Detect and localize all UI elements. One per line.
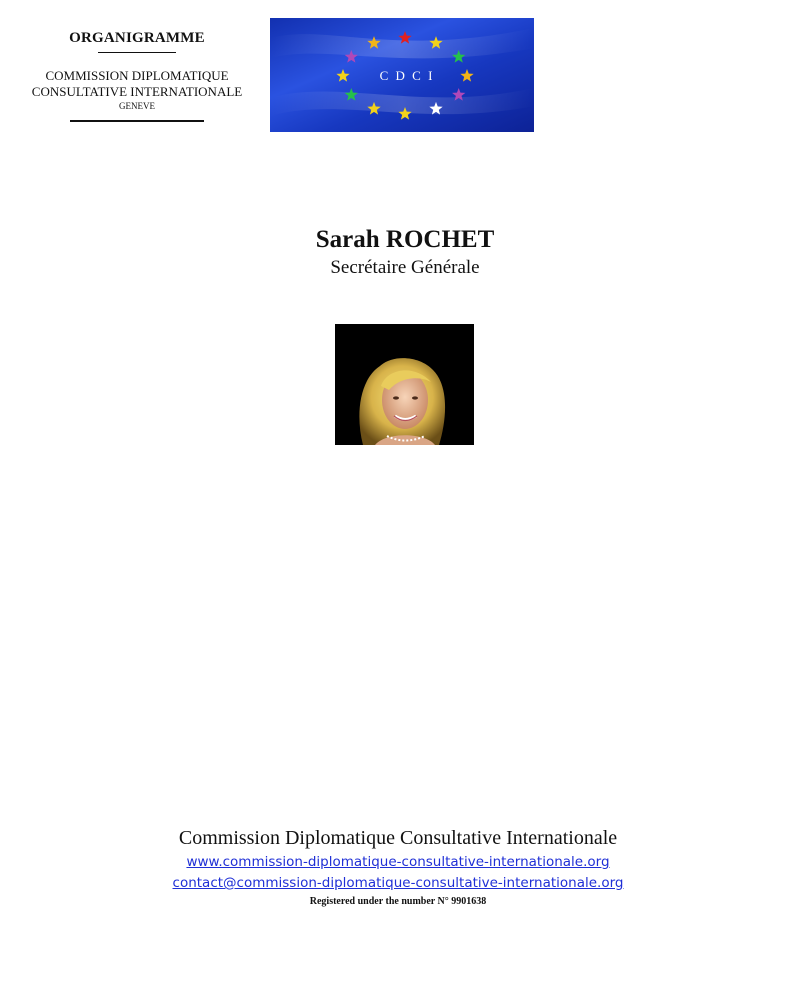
footer-organization: Commission Diplomatique Consultative Internationale <box>178 827 618 849</box>
email-link[interactable]: contact@commission-diplomatique-consultative-internationale.org <box>172 875 624 891</box>
footer <box>0 824 796 909</box>
org-name-line2: CONSULTATIVE INTERNATIONALE <box>31 84 243 99</box>
flag-graphic <box>270 18 534 132</box>
portrait-photo <box>335 324 474 445</box>
org-name-line1: COMMISSION DIPLOMATIQUE <box>45 68 229 83</box>
portrait-image <box>335 324 474 445</box>
cdci-flag-logo <box>270 18 534 132</box>
divider <box>70 120 204 122</box>
registration-number: Registered under the number N° 9901638 <box>309 896 487 907</box>
header-block <box>20 28 254 122</box>
website-link[interactable]: www.commission-diplomatique-consultative-internationale.org <box>186 854 610 870</box>
document-title: ORGANIGRAMME <box>69 30 205 46</box>
person-name: Sarah ROCHET <box>315 226 495 253</box>
logo-text: C D C I <box>379 68 435 83</box>
divider <box>98 52 176 53</box>
org-city: GENEVE <box>119 101 155 111</box>
person-role: Secrétaire Générale <box>330 257 480 278</box>
